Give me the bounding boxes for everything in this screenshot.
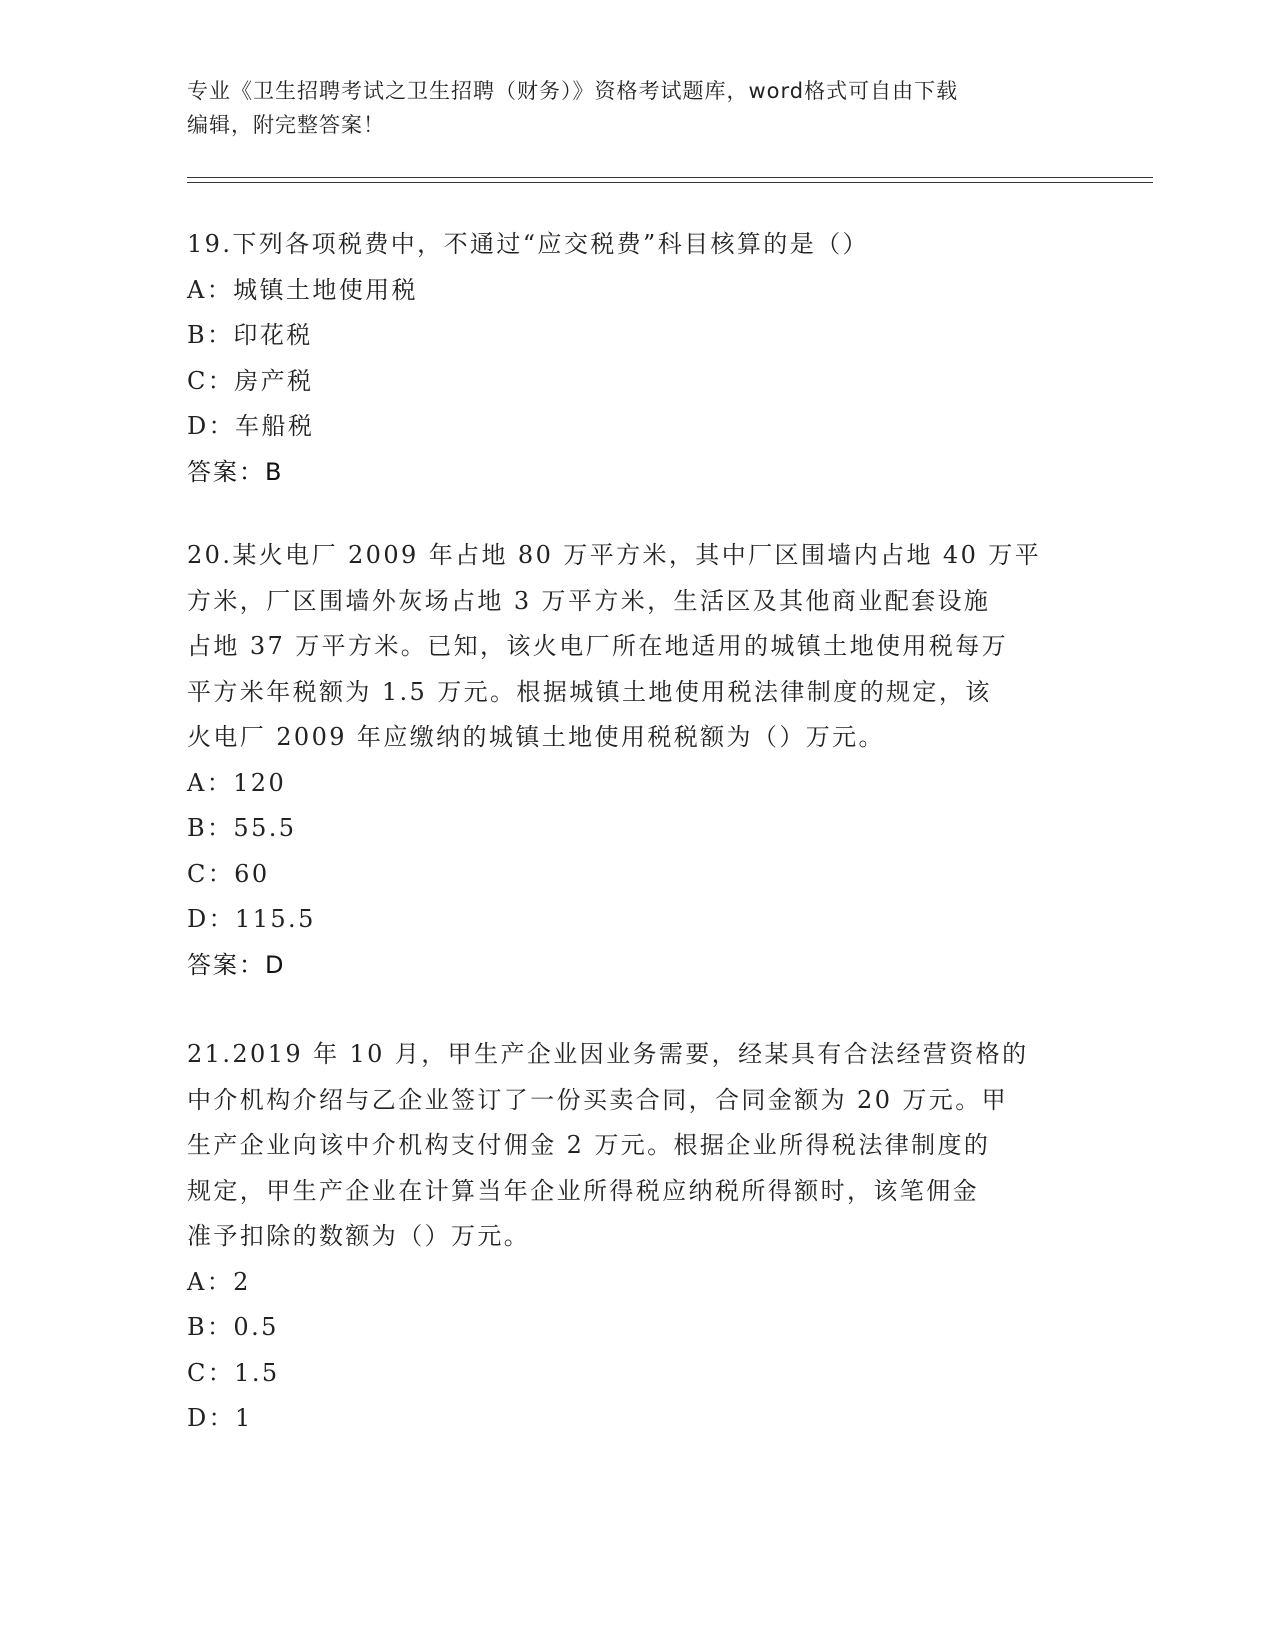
question-stem-line: 方米，厂区围墙外灰场占地 3 万平方米，生活区及其他商业配套设施 bbox=[187, 586, 991, 615]
option-d: D：115.5 bbox=[187, 905, 316, 933]
question-stem-line: 20.某火电厂 2009 年占地 80 万平方米，其中厂区围墙内占地 40 万平 bbox=[187, 541, 1042, 569]
option-b: B：0.5 bbox=[187, 1313, 279, 1341]
option-b: B：印花税 bbox=[187, 321, 313, 349]
answer-label: 答案：D bbox=[187, 950, 286, 979]
question-20 bbox=[187, 533, 1067, 988]
document-header bbox=[187, 74, 1067, 142]
question-19 bbox=[187, 222, 1067, 495]
option-b: B：55.5 bbox=[187, 814, 297, 842]
question-stem-line: 中介机构介绍与乙企业签订了一份买卖合同，合同金额为 20 万元。甲 bbox=[187, 1085, 1008, 1114]
header-divider-bottom bbox=[187, 182, 1153, 183]
option-a: A：2 bbox=[187, 1267, 251, 1296]
option-a: A：城镇土地使用税 bbox=[187, 275, 418, 304]
option-a: A：120 bbox=[187, 768, 287, 797]
question-stem-line: 占地 37 万平方米。已知，该火电厂所在地适用的城镇土地使用税每万 bbox=[187, 632, 1008, 660]
header-line-2: 编辑，附完整答案！ bbox=[187, 113, 385, 137]
header-divider-top bbox=[187, 177, 1153, 178]
option-d: D：1 bbox=[187, 1404, 253, 1432]
option-c: C：1.5 bbox=[187, 1358, 280, 1387]
question-stem-line: 19.下列各项税费中，不通过“应交税费”科目核算的是（） bbox=[187, 230, 869, 258]
question-stem-line: 平方米年税额为 1.5 万元。根据城镇土地使用税法律制度的规定，该 bbox=[187, 677, 992, 706]
question-21 bbox=[187, 1032, 1067, 1442]
option-c: C：房产税 bbox=[187, 366, 314, 395]
option-c: C：60 bbox=[187, 859, 270, 888]
question-stem-line: 规定，甲生产企业在计算当年企业所得税应纳税所得额时，该笔佣金 bbox=[187, 1176, 979, 1205]
question-stem-line: 火电厂 2009 年应缴纳的城镇土地使用税税额为（）万元。 bbox=[187, 723, 885, 751]
question-stem-line: 生产企业向该中介机构支付佣金 2 万元。根据企业所得税法律制度的 bbox=[187, 1131, 991, 1159]
header-line-1: 专业《卫生招聘考试之卫生招聘（财务）》资格考试题库，word格式可自由下载 bbox=[187, 79, 959, 103]
answer-label: 答案：B bbox=[187, 457, 284, 486]
option-d: D：车船税 bbox=[187, 412, 315, 440]
question-stem-line: 准予扣除的数额为（）万元。 bbox=[187, 1222, 531, 1250]
question-stem-line: 21.2019 年 10 月，甲生产企业因业务需要，经某具有合法经营资格的 bbox=[187, 1040, 1029, 1068]
